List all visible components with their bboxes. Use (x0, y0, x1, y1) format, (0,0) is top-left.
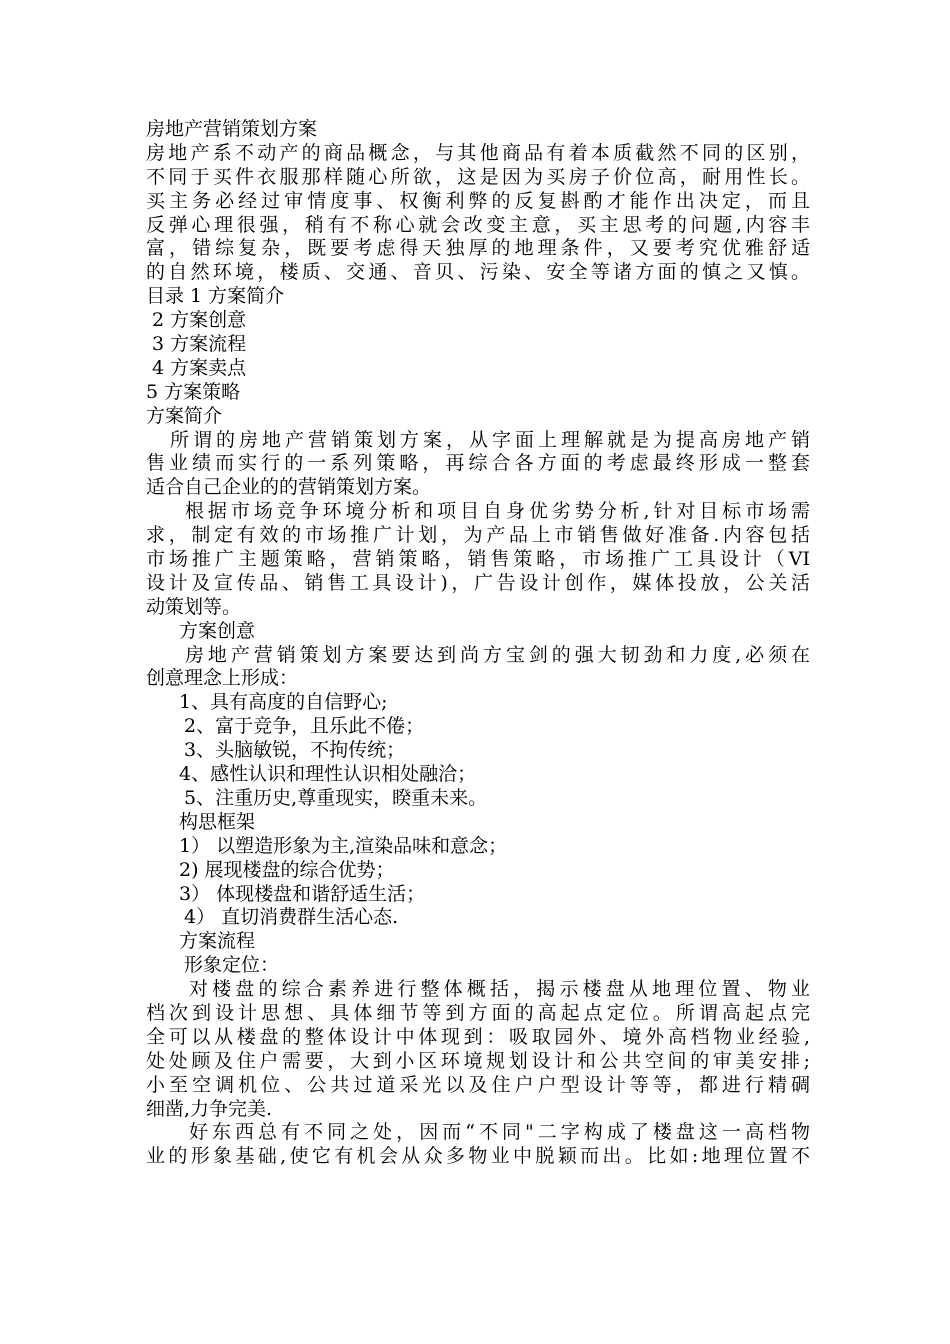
text-line: 买主务必经过审情度事、权衡利弊的反复斟酌才能作出决定，而且 (146, 189, 810, 212)
text-line: 设计及宣传品、销售工具设计)，广告设计创作，媒体投放，公关活 (146, 571, 810, 594)
text-line: 房地产营销策划方案要达到尚方宝剑的强大韧劲和力度,必须在 (185, 643, 810, 666)
text-line: 市场推广主题策略，营销策略，销售策略，市场推广工具设计（VI (146, 548, 810, 571)
text-line: 3、头脑敏锐，不拘传统； (184, 739, 406, 762)
text-line: 2 方案创意 (146, 309, 247, 332)
text-line: 4 方案卖点 (146, 356, 247, 379)
text-line: 根据市场竞争环境分析和项目自身优劣势分析,针对目标市场需 (185, 500, 810, 523)
text-line: 形象定位： (184, 954, 280, 977)
text-line: 富，错综复杂，既要考虑得天独厚的地理条件，又要考究优雅舒适 (146, 237, 810, 260)
text-line: 全可以从楼盘的整体设计中体现到：吸取园外、境外高档物业经验, (146, 1025, 810, 1048)
text-line: 5 方案策略 (146, 380, 241, 403)
text-line: 方案创意 (179, 619, 256, 642)
text-line: 创意理念上形成： (146, 667, 299, 690)
text-line: 档次到设计思想、具体细节等到方面的高起点定位。所谓高起点完 (146, 1001, 810, 1024)
text-line: 2、富于竞争，且乐此不倦； (184, 715, 425, 738)
text-line: 3 方案流程 (146, 333, 247, 356)
text-line: 小至空调机位、公共过道采光以及住户户型设计等等，都进行精碉 (146, 1073, 810, 1096)
text-line: 好东西总有不同之处，因而“不同"二字构成了楼盘这一高档物 (189, 1121, 810, 1144)
text-line: 对楼盘的综合素养进行整体概括，揭示楼盘从地理位置、物业 (189, 978, 810, 1001)
text-line: 动策划等。 (146, 595, 242, 618)
document-body (146, 118, 810, 1169)
text-line: 3） 体现楼盘和谐舒适生活； (179, 882, 426, 905)
text-line: 细凿,力争完美. (146, 1097, 273, 1120)
text-line: 所谓的房地产营销策划方案，从字面上理解就是为提高房地产销 (170, 428, 810, 451)
text-line: 的自然环境，楼质、交通、音贝、污染、安全等诸方面的慎之又慎。 (146, 261, 810, 284)
text-line: 业的形象基础,使它有机会从众多物业中脱颖而出。比如:地理位置不 (146, 1145, 810, 1168)
text-line: 1、具有高度的自信野心; (179, 691, 388, 714)
text-line: 目录 1 方案简介 (146, 285, 285, 308)
text-line: 不同于买件衣服那样随心所欲，这是因为买房子价位高，耐用性长。 (146, 165, 810, 188)
text-line: 求，制定有效的市场推广计划，为产品上市销售做好准备.内容包括 (146, 524, 810, 547)
text-line: 2) 展现楼盘的综合优势； (179, 858, 395, 881)
text-line: 反弹心理很强，稍有不称心就会改变主意，买主思考的问题,内容丰 (146, 213, 810, 236)
text-line: 5、注重历史,尊重现实，睽重未来。 (184, 786, 488, 809)
text-line: 适合自己企业的的营销策划方案。 (146, 476, 432, 499)
text-line: 构思框架 (179, 810, 256, 833)
text-line: 4） 直切消费群生活心态. (184, 906, 399, 929)
text-line: 售业绩而实行的一系列策略，再综合各方面的考虑最终形成一整套 (146, 452, 810, 475)
text-line: 4、感性认识和理性认识相处融洽； (179, 763, 477, 786)
text-line: 1） 以塑造形象为主,渲染品味和意念； (179, 834, 508, 857)
text-line: 房地产系不动产的商品概念，与其他商品有着本质截然不同的区别， (146, 141, 810, 164)
text-line: 处处顾及住户需要，大到小区环境规划设计和公共空间的审美安排; (146, 1049, 810, 1072)
text-line: 方案简介 (146, 404, 223, 427)
text-line: 房地产营销策划方案 (146, 118, 318, 140)
text-line: 方案流程 (179, 930, 256, 953)
